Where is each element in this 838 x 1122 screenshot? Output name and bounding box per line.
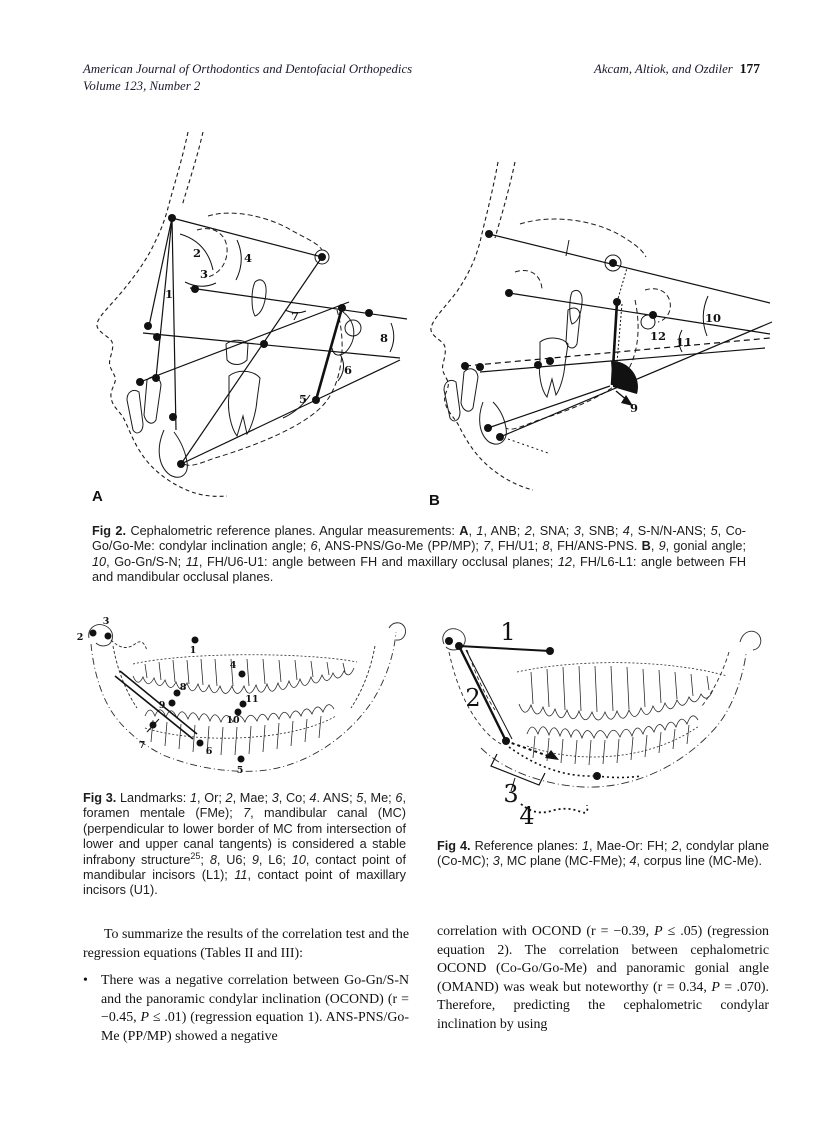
angle-number-4: 4 [243,251,253,265]
fig2b-measurement-lines [465,234,772,453]
landmark-number-6: 6 [205,746,213,757]
body-left-column [83,926,409,1047]
fig4-reference-lines [459,646,641,813]
plane-number-1: 1 [500,618,516,646]
angle-number-3: 3 [199,267,209,281]
fig4-panoramic-reference-planes-tracing [430,608,772,833]
fig2a-measurement-lines [140,218,407,464]
angle-number-12: 12 [649,329,667,343]
plane-number-4: 4 [519,802,535,830]
fig4-caption: Fig 4. Reference planes: 1, Mae-Or: FH; 2, condylar plane (Co-MC); 3, MC plane (MC-FMe); 4, corpus line (MC-Me). [437,839,770,869]
fig3-panoramic-landmarks-tracing [75,616,415,788]
landmark-number-11: 11 [245,694,259,705]
angle-number-10: 10 [704,311,722,325]
page-number: 177 [739,61,760,76]
landmark-number-5: 5 [236,765,244,776]
angle-number-2: 2 [192,246,202,260]
bullet-item [83,972,409,1046]
body-right-paragraph: correlation with OCOND (r = −0.39, P ≤ .05) (regression equation 2). The correlation between cephalometric OCOND (Co-Go/Go-Me) and panoramic gonial angle (OMAND) was weak but noteworthy (r = 0.34, P = .070). Therefore, predicting the cephalometric condylar inclination by using [437,924,769,1032]
fig2-caption: Fig 2. Cephalometric reference planes. Angular measurements: A, 1, ANB; 2, SNA; 3, SNB; 4, S-N/N-ANS; 5, Co-Go/Go-Me: condylar inclination angle; 6, ANS-PNS/Go-Me (PP/MP); 7, FH/U1; 8, FH/ANS-PNS. B, 9, gonial angle; 10, Go-Gn/S-N; 11, FH/U6-U1: angle between FH and maxillary occlusal planes; 12, FH/L6-L1: angle between FH and mandibular occlusal planes. [92,524,747,585]
landmark-number-4: 4 [229,660,237,671]
landmark-number-3: 3 [102,616,110,627]
angle-number-1: 1 [164,287,174,301]
plane-number-2: 2 [465,684,481,712]
journal-volume: Volume 123, Number 2 [83,78,201,93]
fig2b-gonial-angle-marker [611,361,638,406]
journal-title: American Journal of Orthodontics and Dentofacial Orthopedics [83,62,413,76]
running-head-right [470,61,760,78]
body-intro-paragraph: To summarize the results of the correlation test and the regression equations (Tables II and III): [83,927,409,961]
bullet-marker: • [83,973,88,989]
landmark-number-7: 7 [138,740,146,751]
fig2-panel-a-label: A [92,488,103,505]
landmark-number-8: 8 [179,682,187,693]
landmark-number-10: 10 [226,715,240,726]
fig2b-soft-tissue-profile [431,162,533,490]
bullet-paragraph: There was a negative correlation between Go-Gn/S-N and the panoramic condylar inclination (OCOND) (r = −0.45, P ≤ .01) (regression equation 1). ANS-PNS/Go-Me (PP/MP) showed a negative [101,973,409,1044]
running-head-left [83,61,503,94]
fig3-landmark-numbers [77,616,259,776]
angle-number-8: 8 [379,331,389,345]
fig3-caption: Fig 3. Landmarks: 1, Or; 2, Mae; 3, Co; 4. ANS; 5, Me; 6, foramen mentale (FMe); 7, mandibular canal (MC) (perpendicular to lower border of MC from intersection of lower and upper canal tangents) is considered a stable infrabony structure$^{25}$; 8, U6; 9, L6; 10, contact point of mandibular incisors (L1); 11, contact point of maxillary incisors (U1). [83,791,407,898]
fig2-panel-a-cephalometric-tracing [85,130,425,520]
angle-number-7: 7 [290,309,300,323]
angle-number-9: 9 [629,401,639,415]
angle-number-11: 11 [675,335,693,349]
landmark-number-2: 2 [76,632,84,643]
angle-number-5: 5 [298,392,308,406]
body-right-column [437,923,769,1035]
landmark-number-1: 1 [189,645,197,656]
angle-number-6: 6 [343,363,353,377]
running-authors: Akcam, Altiok, and Ozdiler [594,62,733,76]
fig2-panel-b-label: B [429,492,440,509]
fig2b-landmark-dots [461,230,657,441]
fig4-upper-teeth [517,663,727,720]
fig3-landmark-dots [90,630,247,763]
plane-number-3: 3 [503,780,519,808]
fig2a-landmark-dots [136,214,373,468]
landmark-number-9: 9 [158,700,166,711]
fig2-panel-b-cephalometric-tracing [420,150,780,520]
fig2b-angle-arcs [641,296,708,352]
